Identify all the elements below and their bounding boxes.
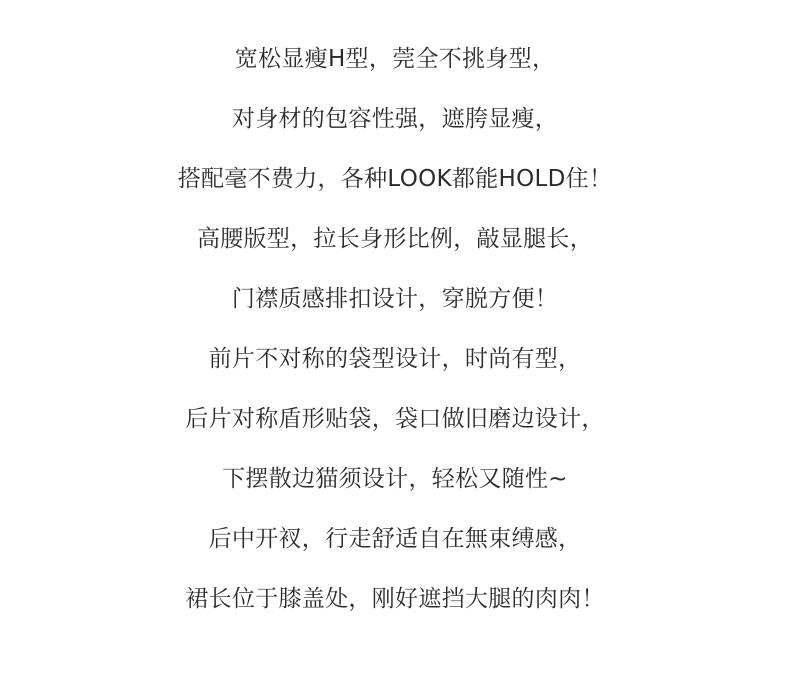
- description-line: 高腰版型，拉长身形比例，敲显腿长，: [196, 226, 594, 252]
- description-line: 宽松显瘦H型，莞全不挑身型，: [234, 46, 556, 72]
- description-line: 裙长位于膝盖处，刚好遮挡大腿的肉肉！: [185, 586, 605, 612]
- description-line: 前片不对称的袋型设计，时尚有型，: [208, 346, 582, 372]
- description-line: 对身材的包容性强，遮胯显瘦，: [231, 106, 559, 132]
- description-line: 下摆散边猫须设计，轻松又随性~: [222, 466, 568, 492]
- description-line: 搭配毫不费力，各种LOOK都能HOLD住！: [177, 166, 613, 192]
- description-line: 后片对称盾形贴袋，袋口做旧磨边设计，: [185, 406, 605, 432]
- description-line: 门襟质感排扣设计，穿脱方便！: [231, 286, 559, 312]
- description-line: 后中开衩，行走舒适自在無束缚感，: [208, 526, 582, 552]
